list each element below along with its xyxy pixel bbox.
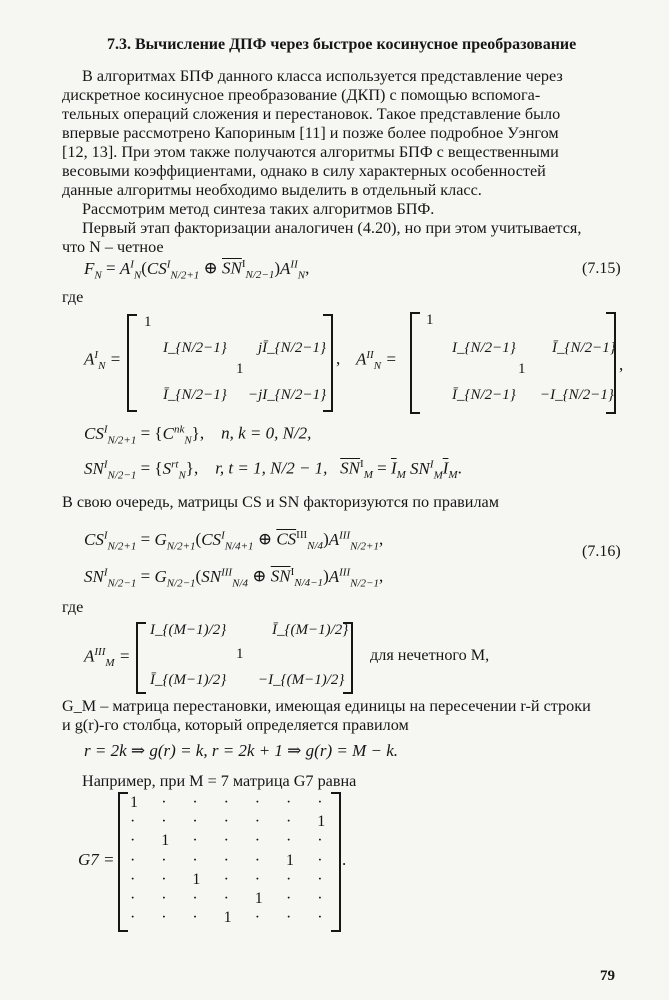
g7-cell: · [192, 794, 198, 811]
g7-cell: · [286, 794, 292, 811]
equation-number: (7.15) [582, 260, 621, 277]
g7-cell: · [223, 851, 229, 869]
text-line: В алгоритмах БПФ данного класса используется представление через [82, 67, 563, 85]
text-line: данные алгоритмы необходимо выделить в отдельный класс. [62, 181, 482, 199]
matrix-cell: −I_{N/2−1} [540, 387, 614, 403]
g7-cell: · [286, 870, 292, 888]
text-line: что N – четное [62, 238, 164, 256]
matrix-cell: Ī_{N/2−1} [552, 340, 616, 356]
text-line: весовыми коэффициентами, однако в силу характерных особенностей [62, 162, 546, 180]
g7-cell: · [317, 890, 323, 907]
g7-cell: · [130, 813, 136, 831]
g7-cell: · [317, 832, 323, 850]
left-bracket [118, 792, 128, 932]
comma: , [619, 355, 624, 374]
g7-cell: · [286, 832, 292, 850]
text-line: G_M – матрица перестановки, имеющая единицы на пересечении r-й строки [62, 697, 591, 715]
g7-cell: · [254, 832, 261, 850]
g7-cell: · [223, 870, 229, 888]
matrix-a1-label: $A^I_N$ = [84, 349, 122, 373]
text-line: и g(r)-го столбца, который определяется правилом [62, 716, 409, 734]
g7-cell: 1 [192, 870, 201, 888]
matrix-cell: 1 [236, 646, 244, 662]
text-where: где [62, 598, 84, 616]
equation-7-15: $F_N = A^I_N(CS^I_{N/2+1}$ ⊕ $\overline{SN}^I_{N/2-1})A^{II}_N$, [84, 258, 310, 282]
g7-cell: 1 [161, 832, 170, 850]
matrix-cell: Ī_{N/2−1} [452, 387, 516, 403]
comma: , [336, 349, 341, 368]
matrix-cell: Ī_{(M−1)/2} [272, 622, 349, 638]
section-heading: 7.3. Вычисление ДПФ через быстрое косинусное преобразование [107, 36, 577, 53]
g7-cell: · [223, 832, 229, 850]
matrix-cell: Ī_{N/2−1} [163, 387, 227, 403]
text-line: тельных операций сложения и перестановок. Такое представление было [62, 105, 561, 123]
g7-cell: · [223, 794, 229, 811]
g7-cell: · [130, 890, 136, 907]
g7-cell: · [192, 851, 198, 869]
equation-7-16-line1: $CS^I_{N/2+1} = G_{N/2+1}(CS^I_{N/4+1}$ ⊕ $\overline{CS}^{III}_{N/4})A^{III}_{N/2+1}$, [84, 529, 384, 553]
g7-cell: · [130, 851, 136, 869]
g7-cell: · [317, 909, 323, 927]
text-line: Первый этап факторизации аналогичен (4.20), но при этом учитывается, [82, 219, 582, 237]
g7-cell: 1 [317, 813, 326, 831]
g7-cell: · [254, 794, 261, 811]
matrix-cell: 1 [144, 314, 152, 330]
g7-cell: 1 [223, 909, 232, 927]
g7-label: G7 = [78, 850, 115, 869]
g7-cell: · [286, 909, 292, 927]
matrix-a3-label: $A^{III}_M$ = [84, 646, 131, 670]
matrix-cell: 1 [518, 361, 526, 377]
g7-cell: 1 [254, 890, 263, 907]
g7-cell: · [192, 813, 198, 831]
permutation-rule: r = 2k ⇒ g(r) = k, r = 2k + 1 ⇒ g(r) = M − k. [84, 741, 399, 760]
g7-cell: · [317, 851, 323, 869]
text-line: впервые рассмотрено Капориным [11] и позже более подробное Уэнгом [62, 124, 559, 142]
text-line: дискретное косинусное преобразование (ДКП) с помощью вспомога- [62, 86, 541, 104]
cs-range: n, k = 0, N/2, [221, 423, 312, 443]
right-bracket [331, 792, 341, 932]
matrix-cell: Ī_{(M−1)/2} [150, 672, 227, 688]
matrix-cell: −jI_{N/2−1} [248, 387, 327, 403]
paragraph-method: Рассмотрим метод синтеза таких алгоритмов БПФ. [82, 200, 435, 218]
g7-cell: · [161, 909, 167, 927]
paragraph-factorization: В свою очередь, матрицы CS и SN факторизуются по правилам [62, 493, 499, 511]
matrix-cell: −I_{(M−1)/2} [258, 672, 345, 688]
equation-number: (7.16) [582, 543, 621, 560]
matrix-note: для нечетного M, [370, 646, 490, 664]
matrix-cell: I_{N/2−1} [452, 340, 516, 356]
matrix-cell: jĪ_{N/2−1} [258, 340, 326, 356]
g7-cell: · [223, 890, 229, 907]
text-line: [12, 13]. При этом также получаются алгоритмы БПФ с вещественными [62, 143, 559, 161]
g7-cell: · [192, 909, 198, 927]
g7-cell: · [161, 851, 167, 869]
g7-cell: · [286, 813, 292, 831]
period: . [342, 850, 347, 869]
g7-cell: · [223, 813, 229, 831]
text-where: где [62, 288, 84, 306]
g7-cell: · [254, 851, 261, 869]
g7-cell: · [317, 794, 323, 811]
g7-cell: · [161, 890, 167, 907]
g7-cell: · [130, 870, 136, 888]
g7-cell: · [254, 813, 261, 831]
g7-cell: · [192, 832, 198, 850]
g7-cell: · [286, 890, 292, 907]
page-number: 79 [600, 968, 615, 984]
g7-cell: · [130, 832, 136, 850]
matrix-cell: 1 [426, 312, 434, 328]
g7-cell: · [254, 909, 261, 927]
sn-definition: $SN^I_{N/2-1} = \{S^{rt}_N\}$, r, t = 1, N/2 − 1, $\overline{SN}^I_M = \overline{I}_M$ $SN^I_M\overline{I}_M$. [84, 458, 462, 482]
g7-cell: · [192, 890, 198, 907]
g7-cell: 1 [130, 794, 138, 811]
matrix-cell: I_{(M−1)/2} [150, 622, 227, 638]
cs-definition: $CS^I_{N/2+1} = \{C^{nk}_N\}$, n, k = 0, N/2, [84, 423, 312, 447]
left-bracket [136, 622, 146, 694]
g7-cell: · [130, 909, 136, 927]
g7-cell: · [317, 870, 323, 888]
matrix-cell: I_{N/2−1} [163, 340, 227, 356]
equation-7-16-line2: $SN^I_{N/2-1} = G_{N/2-1}(SN^{III}_{N/4}$ ⊕ $\overline{SN}^I_{N/4-1})A^{III}_{N/2-1}$, [84, 566, 384, 590]
g7-cell: 1 [286, 851, 294, 869]
left-bracket [410, 312, 420, 414]
g7-cell: · [161, 870, 167, 888]
matrix-cell: 1 [236, 361, 244, 377]
left-bracket [127, 314, 137, 412]
g7-cell: · [161, 813, 167, 831]
matrix-a2-label: $A^{II}_N$ = [356, 349, 397, 373]
sn-range: r, t = 1, N/2 − 1, [215, 458, 328, 478]
paragraph-example: Например, при M = 7 матрица G7 равна [82, 772, 357, 790]
g7-cell: · [161, 794, 167, 811]
g7-cell: · [254, 870, 261, 888]
